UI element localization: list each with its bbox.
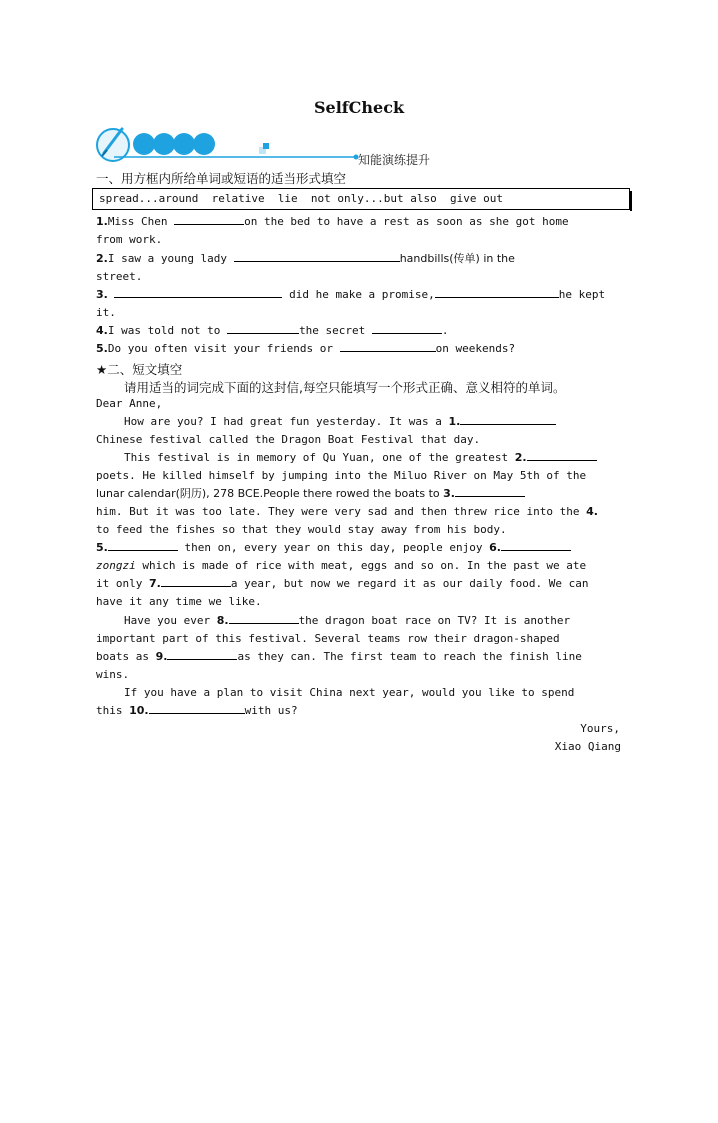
letter-line-15: wins. (96, 668, 130, 681)
blank-2[interactable] (527, 450, 597, 461)
blank-q2[interactable] (234, 251, 400, 262)
letter-line-10: it only 7. a year, but now we regard it as our daily food. We can (96, 577, 589, 590)
letter-signature: Xiao Qiang (554, 740, 621, 753)
letter-line-11: have it any time we like. (96, 595, 262, 608)
blank-q1[interactable] (174, 214, 244, 225)
letter-line-7: to feed the fishes so that they would stay away from his body. (96, 523, 507, 536)
blank-q4a[interactable] (227, 323, 299, 334)
letter-line-5: lunar calendar(阴历), 278 BCE.People there rowed the boats to 3. (96, 486, 525, 502)
letter-line-14: boats as 9. as they can. The first team to reach the finish line (96, 650, 582, 663)
page-title: SelfCheck (313, 98, 405, 117)
section1-heading: 一、用方框内所给单词或短语的适当形式填空 (96, 171, 347, 186)
blank-q3a[interactable] (114, 287, 282, 298)
question-5: 5.Do you often visit your friends or on weekends? (96, 342, 516, 355)
blank-q3b[interactable] (435, 287, 559, 298)
blank-6[interactable] (501, 540, 571, 551)
question-3: 3. did he make a promise, he kept (96, 288, 606, 301)
letter-line-4: poets. He killed himself by jumping into the Miluo River on May 5th of the (96, 469, 587, 482)
letter-line-12: Have you ever 8. the dragon boat race on TV? It is another (124, 614, 571, 627)
letter-line-13: important part of this festival. Several teams row their dragon-shaped (96, 632, 560, 645)
blank-8[interactable] (229, 613, 299, 624)
banner-label: 知能演练提升 (358, 153, 431, 167)
blank-3[interactable] (455, 486, 525, 497)
section2-heading: ★二、短文填空 (96, 362, 183, 377)
letter-line-9: zongzi which is made of rice with meat, eggs and so on. In the past we ate (96, 559, 587, 572)
question-3-cont: it. (96, 306, 116, 319)
blank-7[interactable] (161, 576, 231, 587)
letter-line-17: this 10. with us? (96, 704, 298, 717)
letter-salutation: Dear Anne, (96, 397, 163, 410)
question-2-cont: street. (96, 270, 143, 283)
letter-line-8: 5. then on, every year on this day, people enjoy 6. (96, 540, 571, 556)
letter-line-3: This festival is in memory of Qu Yuan, one of the greatest 2. (124, 450, 597, 466)
letter-line-1: How are you? I had great fun yesterday. It was a 1. (124, 414, 556, 430)
blank-q5[interactable] (340, 341, 436, 352)
blank-q4b[interactable] (372, 323, 442, 334)
blank-1[interactable] (460, 414, 556, 425)
letter-closing: Yours, (580, 722, 620, 735)
word-box: spread...around relative lie not only...but also give out (92, 188, 630, 210)
letter-line-16: If you have a plan to visit China next year, would you like to spend (124, 686, 575, 699)
letter-line-2: Chinese festival called the Dragon Boat Festival that day. (96, 433, 481, 446)
zongzi-word: zongzi (96, 559, 136, 572)
question-4: 4.I was told not to the secret . (96, 324, 449, 337)
blank-10[interactable] (149, 703, 245, 714)
section2-instruction: 请用适当的词完成下面的这封信,每空只能填写一个形式正确、意义相符的单词。 (124, 380, 566, 395)
blank-5[interactable] (108, 540, 178, 551)
question-1: 1.Miss Chen on the bed to have a rest as soon as she got home (96, 215, 569, 228)
question-2: 2.I saw a young lady handbills(传单) in the (96, 252, 515, 265)
letter-line-6: him. But it was too late. They were very sad and then threw rice into the 4. (96, 505, 598, 518)
blank-9[interactable] (167, 649, 237, 660)
question-1-cont: from work. (96, 233, 163, 246)
